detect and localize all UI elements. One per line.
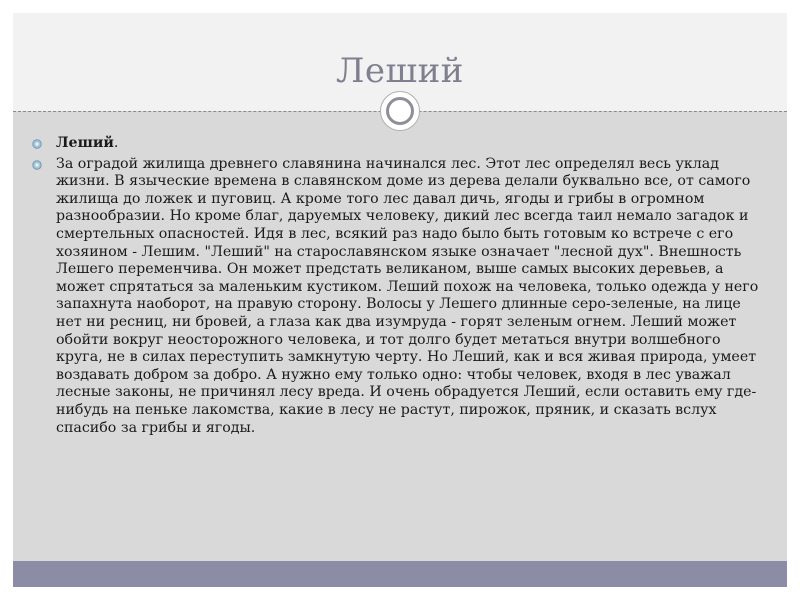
bullet-heading: Леший: [56, 135, 114, 151]
bullet-icon: [32, 160, 42, 170]
slide-content: [32, 135, 768, 440]
bullet-text: За оградой жилища древнего славянина начинался лес. Этот лес определял весь уклад жизни. В языческие времена в славянском доме из дерева делали буквально все, от самого жилища до ложек и пуговиц. А кроме того лес давал дичь, ягоды и грибы в огромном разнообразии. Но кроме благ, даруемых человеку, дикий лес всегда таил немало загадок и смертельных опасностей. Идя в лес, всякий раз надо было быть готовым ко встрече с его хозяином - Лешим. "Леший" на старославянском языке означает "лесной дух". Внешность Лешего переменчива. Он может предстать великаном, выше самых высоких деревьев, а может спрятаться за маленьким кустиком. Леший похож на человека, только одежда у него запахнута наоборот, на правую сторону. Волосы у Лешего длинные серо-зеленые, на лице нет ни ресниц, ни бровей, а глаза как два изумруда - горят зеленым огнем. Леший может обойти вокруг неосторожного человека, и тот долго будет метаться внутри волшебного круга, не в силах переступить замкнутую черту. Но Леший, как и вся живая природа, умеет воздавать добром за добро. А нужно ему только одно: чтобы человек, входя в лес уважал лесные законы, не причинял лесу вреда. И очень обрадуется Леший, если оставить ему где-нибудь на пеньке лакомства, какие в лесу не растут, пирожок, пряник, и сказать вслух спасибо за грибы и ягоды.: [56, 155, 759, 436]
circle-ornament-inner: [386, 97, 414, 125]
bullet-icon: [32, 139, 42, 149]
slide-title: Леший: [336, 51, 464, 91]
bullet-text: .: [113, 135, 119, 151]
bullet-item: [32, 156, 768, 438]
footer-bar: [13, 561, 787, 587]
bullet-item: [32, 135, 768, 153]
circle-ornament-icon: [380, 91, 420, 131]
